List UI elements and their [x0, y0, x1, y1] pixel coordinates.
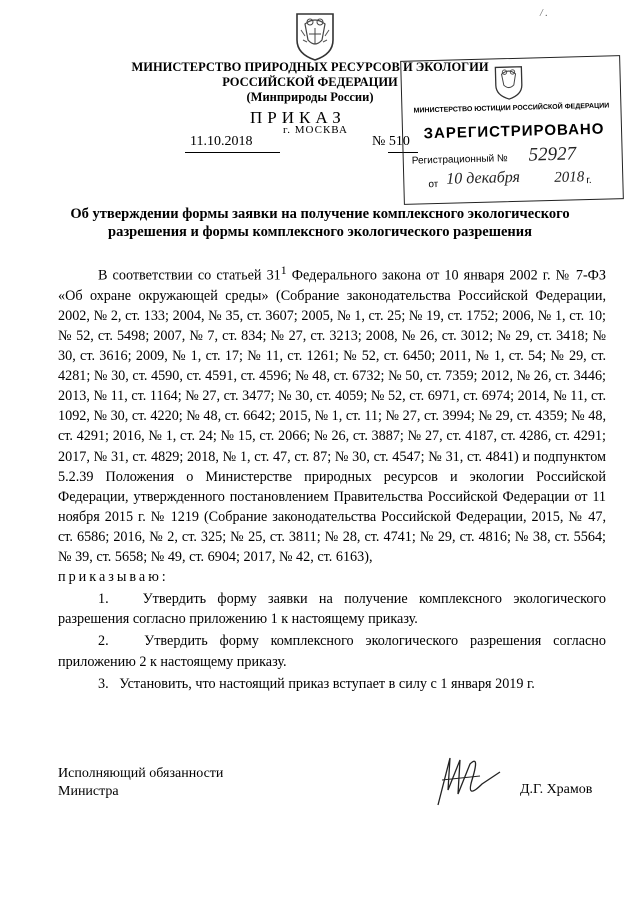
- city: г. МОСКВА: [283, 124, 348, 136]
- state-emblem-icon: [291, 10, 339, 62]
- ministry-name-line2: РОССИЙСКОЙ ФЕДЕРАЦИИ: [222, 75, 398, 89]
- stamp-reg-date: 10 декабря: [446, 168, 521, 188]
- order-item-1: 1. Утвердить форму заявки на получение комплексного экологического разрешения согласно приложению 1 к настоящему приказу.: [58, 591, 606, 628]
- stamp-year-suffix: г.: [586, 174, 592, 187]
- article-superscript: 1: [280, 263, 287, 277]
- date-underline: [185, 152, 280, 153]
- document-type: ПРИКАЗ: [250, 108, 346, 127]
- stamp-emblem-icon: [491, 63, 526, 102]
- number-label: №: [372, 134, 386, 149]
- order-item-3: 3. Установить, что настоящий приказ вступает в силу с 1 января 2019 г.: [98, 675, 535, 692]
- number-value: 510: [388, 134, 410, 149]
- corner-handwritten-mark: / .: [540, 8, 548, 19]
- position-line1: Исполняющий обязанности: [58, 766, 224, 781]
- preamble-rest: Федерального закона от 10 января 2002 г. № 7-ФЗ «Об охране окружающей среды» (Собрание законодательства Российской Федерации, 2002, № 2, ст. 133; 2004, № 35, ст. 3607; 2005, № 1, ст. 25; № 19, ст. 1752; 2006, № 1, ст. 10; № 52, ст. 5498; 2007, № 7, ст. 834; № 27, ст. 3213; 2008, № 26, ст. 3012; № 29, ст. 3418; № 30, ст. 3616; 2009, № 1, ст. 17; № 11, ст. 1261; № 52, ст. 6450; 2011, № 1, ст. 54; № 29, ст. 4281; № 30, ст. 4590, ст. 4591, ст. 4596; № 48, ст. 6732; № 50, ст. 7359; 2012, № 26, ст. 3446; 2013, № 11, ст. 1164; № 27, ст. 3477; № 30, ст. 4059; № 52, ст. 6971, ст. 6974; 2014, № 11, ст. 1092, № 30, ст. 4220; № 48, ст. 6642; 2015, № 1, ст. 11; № 27, ст. 3994; № 29, ст. 4359; № 48, ст. 4291; 2016, № 1, ст. 24; № 15, ст. 2066; № 26, ст. 3887; № 27, ст. 4187, ст. 4286, ст. 4291; 2017, № 31, ст. 4829; 2018, № 1, ст. 47, ст. 87; № 30, ст. 4547; № 31, ст. 4841) и подпунктом 5.2.39 Положения о Министерстве природных ресурсов и экологии Российской Федерации, утвержденного постановлением Правительства Российской Федерации от 11 ноября 2015 г. № 1219 (Собрание законодательства Российской Федерации, 2015, № 47, ст. 6586; 2016, № 2, ст. 325; № 25, ст. 3811; № 28, ст. 4741; № 29, ст. 4816; № 38, ст. 5564; № 39, ст. 5658; № 49, ст. 6904; 2017, № 42, ст. 6163),: [58, 267, 606, 566]
- preamble-start: В соответствии со статьей 31: [98, 267, 281, 284]
- stamp-status: ЗАРЕГИСТРИРОВАНО: [423, 120, 605, 143]
- signatory-position: [58, 765, 223, 801]
- signatory-name: Д.Г. Храмов: [520, 782, 593, 797]
- ministry-name-line1: МИНИСТЕРСТВО ПРИРОДНЫХ РЕСУРСОВ И ЭКОЛОГИИ: [131, 60, 489, 74]
- order-date: 11.10.2018: [190, 134, 253, 149]
- stamp-from-label: от: [428, 178, 439, 191]
- order-item-2: 2. Утвердить форму комплексного экологического разрешения согласно приложению 2 к настоящему приказу.: [58, 633, 606, 670]
- stamp-reg-label: Регистрационный №: [411, 153, 508, 167]
- document-body: [58, 260, 606, 694]
- handwritten-signature: [420, 750, 515, 810]
- preamble-paragraph: [58, 260, 606, 567]
- order-word: приказываю:: [58, 569, 169, 586]
- document-title: Об утверждении формы заявки на получение комплексного экологического разрешения и формы комплексного экологического разрешения: [70, 206, 570, 240]
- ministry-short-name: (Минприроды России): [246, 90, 374, 104]
- stamp-reg-number: 52927: [528, 143, 577, 166]
- stamp-reg-year: 2018: [554, 169, 585, 186]
- registration-stamp: [400, 55, 624, 205]
- position-line2: Министра: [58, 784, 119, 799]
- stamp-org: МИНИСТЕРСТВО ЮСТИЦИИ РОССИЙСКОЙ ФЕДЕРАЦИИ: [413, 102, 610, 115]
